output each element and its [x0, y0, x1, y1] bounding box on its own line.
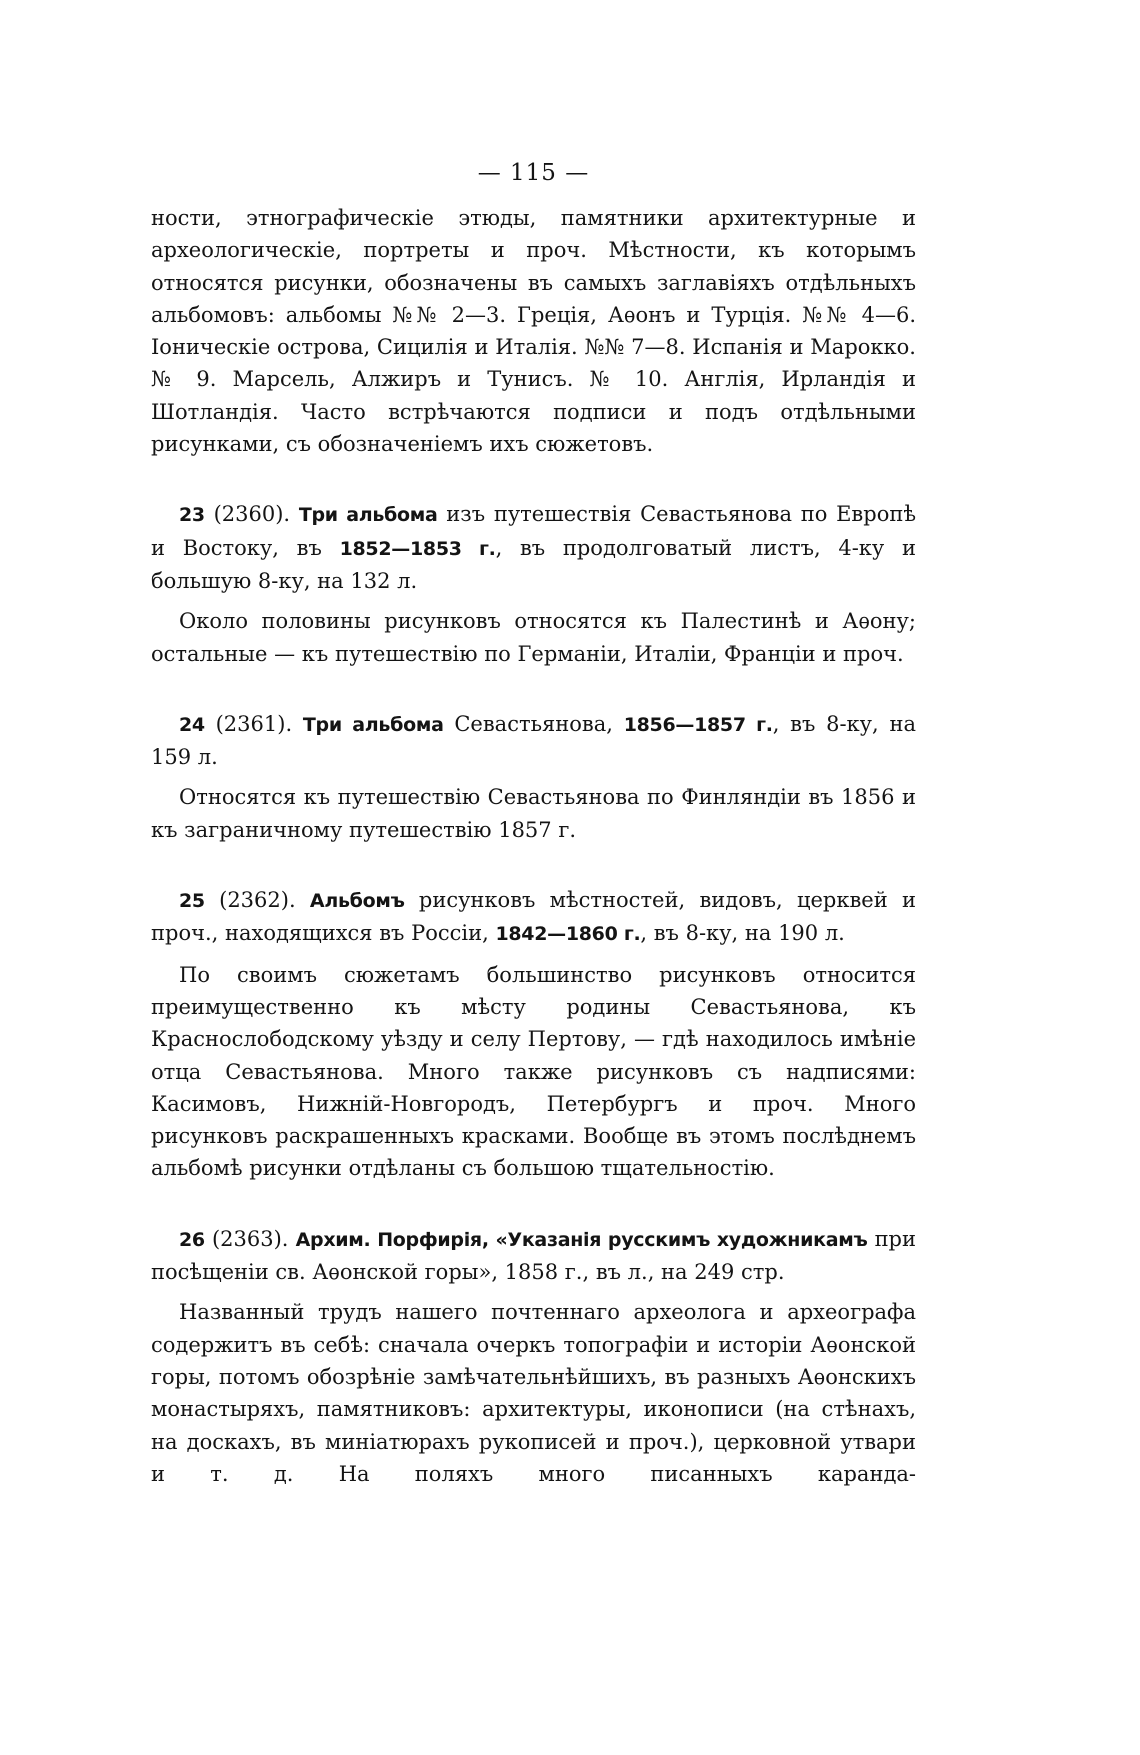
entry-years: 1856—1857 г. — [623, 713, 773, 736]
entry-description: Около половины рисунковъ относятся къ Палестинѣ и Аѳону; остальные — къ путешествію по Германіи, Италіи, Франціи и проч. — [151, 609, 916, 666]
entry-code: (2363). — [204, 1226, 296, 1251]
entry-years: 1852—1853 г. — [339, 537, 496, 560]
entry-text: при посѣщеніи св. Аѳонской горы», 1858 г., въ л., на 249 стр. — [151, 1226, 916, 1285]
entry-title: Альбомъ — [309, 890, 405, 913]
page-number: — 115 — — [477, 160, 590, 186]
entry-text: Севастьянова, — [443, 711, 624, 736]
entry-description: Относятся къ путешествію Севастьянова по Финляндіи въ 1856 и къ заграничному путешествію 1857 г. — [151, 785, 916, 842]
entry-years: 1842—1860 г. — [495, 923, 641, 946]
entry-code: (2361). — [204, 711, 303, 736]
entry-heading — [151, 1223, 916, 1289]
entry-number: 23 — [179, 504, 205, 527]
entry-heading — [151, 708, 916, 774]
catalog-entry-26 — [151, 1223, 916, 1490]
entry-text: , въ продолговатый листъ, 4-ку и большую 8-ку, на 132 л. — [151, 535, 917, 593]
intro-paragraph: ности, этнографическіе этюды, памятники архитектурные и археологическіе, портреты и проч. Мѣстности, къ которымъ относятся рисунки, обозначены въ самыхъ заглавіяхъ отдѣльныхъ альбомовъ: альбомы №№ 2—3. Греція, Аѳонъ и Турція. №№ 4—6. Іоническіе острова, Сицилія и Италія. №№ 7—8. Испанія и Марокко. № 9. Марсель, Алжиръ и Тунисъ. № 10. Англія, Ирландія и Шотландія. Часто встрѣчаются подписи и подъ отдѣльными рисунками, съ обозначеніемъ ихъ сюжетовъ. — [151, 206, 916, 457]
entry-text: , въ 8-ку, на 159 л. — [151, 711, 916, 770]
entry-number: 26 — [179, 1228, 205, 1251]
entry-code: (2362). — [204, 888, 310, 913]
entry-number: 25 — [179, 890, 205, 913]
entry-title: Три альбома — [298, 504, 438, 527]
book-page — [151, 158, 916, 1490]
entry-description: По своимъ сюжетамъ большинство рисунковъ относится преимущественно къ мѣсту родины Севастьянова, къ Краснослободскому уѣзду и селу Пертову, — гдѣ находилось имѣніе отца Севастьянова. Много также рисунковъ съ надписями: Касимовъ, Нижній-Новгородъ, Петербургъ и проч. Много рисунковъ раскрашенныхъ красками. Вообще въ этомъ послѣднемъ альбомѣ рисунки отдѣланы съ большою тщательностію. — [151, 962, 916, 1181]
entry-heading — [151, 884, 916, 951]
entry-heading — [151, 498, 916, 597]
entry-title: Архим. Порфирія, «Указанія русскимъ художникамъ — [295, 1228, 868, 1251]
entry-text: , въ 8-ку, на 190 л. — [640, 921, 845, 946]
entry-text: рисунковъ мѣстностей, видовъ, церквей и проч., находящихся въ Россіи, — [151, 888, 917, 946]
catalog-entry-24 — [151, 708, 916, 846]
entry-code: (2360). — [204, 502, 299, 527]
entry-text: изъ путешествія Севастьянова по Европѣ и Востоку, въ — [151, 502, 916, 560]
catalog-entry-25 — [151, 884, 916, 1185]
entry-number: 24 — [179, 713, 205, 736]
entry-description: Названный трудъ нашего почтеннаго археолога и археографа содержитъ въ себѣ: сначала очеркъ топографіи и исторіи Аѳонской горы, потомъ обозрѣніе замѣчательнѣйшихъ, въ разныхъ Аѳонскихъ монастыряхъ, памятниковъ: архитектуры, иконописи (на стѣнахъ, на доскахъ, въ миніатюрахъ рукописей и проч.), церковной утвари и т. д. На поляхъ много писанныхъ каранда- — [151, 1300, 916, 1486]
entry-title: Три альбома — [302, 713, 444, 736]
catalog-entry-23 — [151, 498, 916, 669]
